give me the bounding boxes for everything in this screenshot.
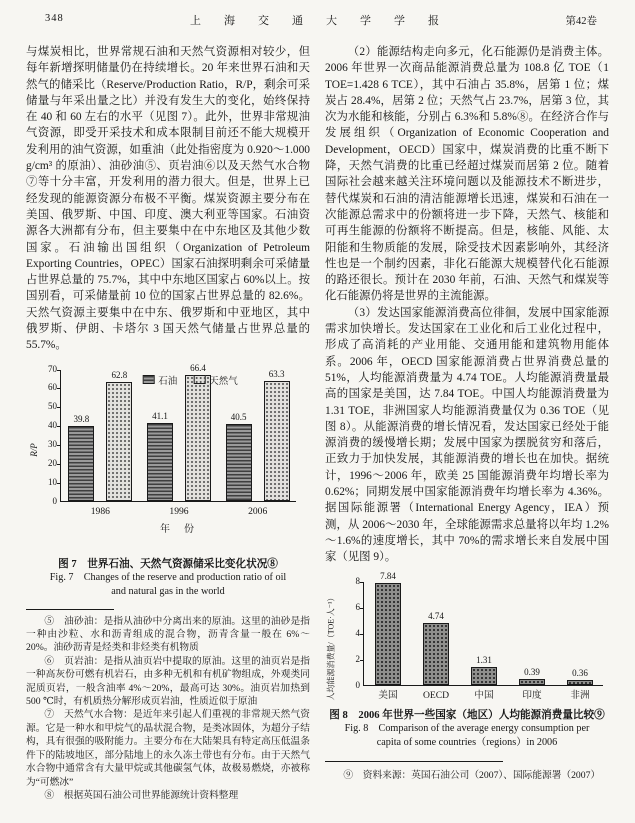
bar-石油	[147, 411, 173, 501]
bar-OECD	[423, 610, 449, 685]
y-axis-tick-label: 60	[48, 382, 57, 393]
legend-label: 天然气	[209, 376, 238, 387]
bar-value-label: 0.39	[524, 667, 540, 678]
bar-印度	[519, 667, 545, 684]
x-axis-category-label: 非洲	[570, 689, 590, 701]
legend-label: 石油	[158, 376, 178, 387]
bar-中国	[471, 655, 497, 684]
bar-非洲	[567, 667, 593, 685]
footnote-separator	[325, 761, 503, 762]
fig8-plot-area	[355, 570, 603, 701]
two-column-body	[0, 34, 635, 802]
y-axis-tick-label: 4	[355, 627, 360, 638]
bar-group	[412, 581, 460, 685]
y-axis-tick-label: 40	[48, 420, 57, 431]
bar-group	[61, 369, 140, 501]
figure7-caption-en: and natural gas in the world	[111, 586, 225, 598]
x-axis-category-label: 2006	[248, 505, 268, 517]
footnote-bp-source: ⑧ 根据英国石油公司世界能源统计资料整理	[44, 789, 239, 801]
x-axis-category-label: 印度	[522, 689, 542, 701]
legend-swatch-icon	[193, 375, 205, 384]
bar-石油	[226, 412, 252, 500]
right-column	[325, 44, 609, 802]
bar-value-label: 40.5	[230, 412, 247, 423]
x-axis-category-label: 美国	[378, 689, 398, 701]
figure7-caption-en: Fig. 7 Changes of the reserve and production ratio of oil	[49, 571, 287, 583]
bar-天然气	[106, 370, 132, 500]
figure7-caption-cn: 图 7 世界石油、天然气资源储采比变化状况⑧	[58, 558, 278, 570]
bar-value-label: 0.36	[572, 667, 588, 678]
running-header	[0, 0, 635, 34]
y-axis-tick-label: 0	[52, 495, 57, 506]
paragraph-3: （3）发达国家能源消费高位徘徊，发展中国家能源需求加快增长。发达国家在工业化和后工业化过程中，形成了高消耗的产业用能、交通用能和建筑物用能体系。2006 年，OECD 国家能源消费占世界消费总量的 51%，人均能源消费量为 4.74 TOE。人均能源消费量最高的国家是美国，达 7.84 TOE。中国人均能源消费量为 1.31 TOE，非洲国家人均能源消费量仅为 0.36 TOE（见图 8）。从能源消费的增长情况看，发达国家已经处于能源消费的缓慢增长期；发展中国家为摆脱贫穷和落后，正致力于加快发展，其能源消费的增长也在加快。据统计，1996～2006 年，欧美 25 国能源消费年均增长率为 0.62%；同期发展中国家能源消费年均增长率为 4.36%。据国际能源署（International Energy Agency，IEA）预测，从 2006～2030 年，全球能源需求总量将以年均 1.2%～1.6%的速度增长，其中 70%的需求增长来自发展中国家（见图 9）。	[325, 306, 609, 564]
fig7-plot-area	[48, 363, 296, 517]
x-axis-title: 年 份	[160, 523, 196, 535]
figure8-caption-en: Fig. 8 Comparison of the average energy consumption per	[344, 722, 590, 734]
bar-value-label: 41.1	[152, 411, 168, 422]
bar-value-label: 66.4	[190, 363, 206, 374]
x-axis-category-label: OECD	[422, 689, 450, 701]
bar-天然气	[185, 363, 211, 500]
bar-石油	[68, 413, 94, 501]
y-axis-title: R/P	[29, 442, 39, 457]
chart-legend	[142, 373, 238, 387]
footnote-oil-sand: ⑤ 油砂油：是指从油砂中分离出来的原油。这里的油砂是指一种由沙粒、水和沥青组成的混合物，沥青含量一般在 6%～20%。油砂沥青是烃类和非烃类有机物质	[26, 615, 310, 654]
legend-swatch-icon	[142, 375, 154, 384]
paragraph-2: （2）能源结构走向多元，化石能源仍是消费主体。2006 年世界一次商品能源消费总量为 108.8 亿 TOE（1 TOE=1.428 6 TCE），其中石油占 35.8%，居第 1 位；煤炭占 28.4%，居第 2 位；天然气占 23.7%，居第 3 位，其次为水能和核能，分别占 6.3%和 5.8%⑧。在经济合作与发展组织（Organization of Economic Cooperation and Development，OECD）国家中，煤炭消费的比重不断下降，天然气消费的比重已经超过煤炭而居第 2 位。随着国际社会越来越关注环境问题以及能源技术不断进步，替代煤炭和石油的清洁能源增长迅速，煤炭和石油在一次能源总需求中的份额将进一步下降，天然气、核能和可再生能源的份额将不断提高。但是，核能、风能、太阳能和生物质能的发展，除受技术因素影响外，其经济性也是一个制约因素，非化石能源大规模替代化石能源的路还很长。预计在 2030 年前，石油、天然气和煤炭等化石能源仍将是世界的主流能源。	[325, 46, 609, 303]
footnote-shale-oil: ⑥ 页岩油：是指从油页岩中提取的原油。这里的油页岩是指一种高灰份可燃有机岩石，由多种无机和有机矿物组成，外观类同泥质页岩，一般含油率 4%～20%，最高可达 30%。油页岩加热到 500 ℃时，有机质热分解形成页岩油，性质近似于原油	[26, 655, 310, 708]
y-axis-tick-label: 6	[355, 601, 360, 612]
bar-group	[364, 570, 412, 685]
legend-entry	[193, 373, 238, 387]
x-axis-category-label: 1996	[169, 505, 189, 517]
bar-天然气	[264, 369, 290, 500]
y-axis-tick-label: 30	[48, 439, 57, 450]
figure-8	[325, 570, 609, 751]
y-axis-title: 人均能源消费量/（TOE·人⁻¹）	[326, 593, 336, 700]
left-column	[26, 44, 310, 802]
journal-title: 上 海 交 通 大 学 学 报	[190, 15, 445, 27]
footnote-gas-hydrate: ⑦ 天然气水合物：是近年来引起人们重视的非常规天然气资源。它是一种水和甲烷气的晶状混合物，是类冰固体，为超分子结构，具有很强的吸附能力。主要分布在大陆架具有特定高压低温条件下的陆坡地区，部分陆地上的永久冻土带也有分布。由于天然气水合物中通常含有大量甲烷或其他碳氢气体，故极易燃烧，亦被称为“可燃冰”	[26, 709, 310, 788]
bar-group	[556, 581, 604, 685]
figure8-caption-en: capita of some countries（regions）in 2006	[376, 737, 558, 748]
x-axis-category-label: 中国	[474, 689, 494, 701]
bar-group	[460, 581, 508, 685]
figure8-caption-cn: 图 8 2006 年世界一些国家（地区）人均能源消费量比较⑨	[329, 709, 605, 721]
legend-entry	[142, 373, 177, 387]
bar-value-label: 4.74	[428, 610, 444, 621]
bar-value-label: 63.3	[268, 369, 285, 380]
y-axis-tick-label: 8	[355, 575, 360, 586]
bar-value-label: 1.31	[476, 655, 492, 666]
figure-7	[26, 363, 310, 600]
bar-group	[140, 363, 219, 501]
bar-美国	[375, 570, 401, 685]
bar-value-label: 7.84	[380, 570, 396, 581]
page-number: 348	[45, 13, 64, 24]
bar-group	[508, 581, 556, 685]
y-axis-tick-label: 50	[48, 401, 57, 412]
y-axis-tick-label: 70	[48, 363, 57, 374]
y-axis-tick-label: 10	[48, 476, 57, 487]
bar-value-label: 39.8	[73, 413, 90, 424]
bar-group	[218, 369, 297, 501]
footnote-data-source: ⑨ 资料来源：英国石油公司（2007）、国际能源署（2007）	[343, 769, 601, 781]
y-axis-tick-label: 2	[355, 653, 360, 664]
left-paragraph: 与煤炭相比，世界常规石油和天然气资源相对较少，但每年新增探明储量仍在持续增长。20 年来世界石油和天然气的储采比（Reserve/Production Ratio，R/P，剩余可采储量与年采出量之比）并没有发生大的变化，始终保持在 40 和 60 左右的水平（见图 7）。此外，世界非常规油气资源，即受开采技术和成本限制目前还不能大规模开发利用的油气资源，如重油（此处指密度为 0.920～1.000 g/cm³ 的原油）、油砂油⑤、页岩油⑥以及天然气水合物⑦等十分丰富，开发利用的潜力很大。但是，世界上已经发现的能源资源分布极不平衡。煤炭资源主要分布在美国、俄罗斯、中国、印度、澳大利亚等国家。石油资源各大洲都有分布，但主要集中在中东地区及其他少数国家。石油输出国组织（Organization of Petroleum Exporting Countries，OPEC）国家石油探明剩余可采储量占世界总量的 75.7%，其中中东地区国家占 60%以上。按国别看，可采储量前 10 位的国家占世界总量的 82.6%。天然气资源主要集中在中东、俄罗斯和中亚地区，其中俄罗斯、伊朗、卡塔尔 3 国天然气储量占世界总量的 55.7%。	[26, 46, 310, 352]
footnote-separator	[26, 609, 114, 610]
figure7-bar-chart	[26, 363, 310, 551]
volume-label: 第42卷	[565, 16, 597, 27]
y-axis-tick-label: 0	[355, 679, 360, 690]
y-axis-tick-label: 20	[48, 457, 57, 468]
bar-value-label: 62.8	[111, 370, 128, 381]
figure8-bar-chart	[325, 570, 609, 702]
x-axis-category-label: 1986	[90, 505, 110, 517]
